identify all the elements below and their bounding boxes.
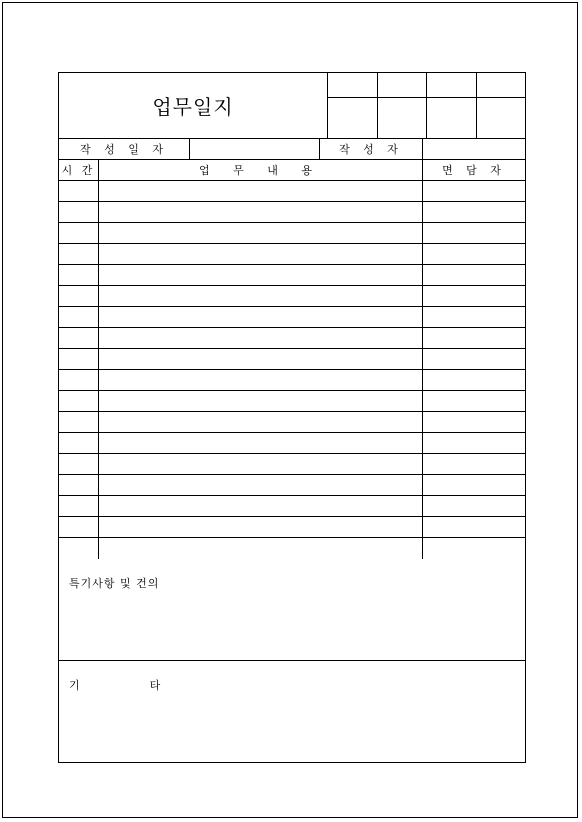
interviewee-cell[interactable] bbox=[423, 517, 525, 537]
date-field[interactable] bbox=[190, 139, 320, 159]
etc-label-1: 기 bbox=[69, 679, 80, 692]
time-cell[interactable] bbox=[59, 349, 99, 369]
time-cell[interactable] bbox=[59, 265, 99, 285]
approval-header-cell[interactable] bbox=[427, 73, 477, 97]
work-cell[interactable] bbox=[99, 307, 423, 327]
interviewee-cell[interactable] bbox=[423, 454, 525, 474]
table-row bbox=[59, 223, 525, 244]
interviewee-cell[interactable] bbox=[423, 349, 525, 369]
work-cell[interactable] bbox=[99, 454, 423, 474]
time-cell[interactable] bbox=[59, 496, 99, 516]
interviewee-cell[interactable] bbox=[423, 181, 525, 201]
title-block bbox=[59, 73, 525, 139]
time-cell[interactable] bbox=[59, 454, 99, 474]
table-row bbox=[59, 286, 525, 307]
table-row bbox=[59, 517, 525, 538]
table-row bbox=[59, 454, 525, 475]
work-cell[interactable] bbox=[99, 286, 423, 306]
table-row bbox=[59, 496, 525, 517]
approval-header-cell[interactable] bbox=[378, 73, 428, 97]
interviewee-cell[interactable] bbox=[423, 328, 525, 348]
date-label: 작 성 일 자 bbox=[59, 139, 190, 159]
interviewee-cell[interactable] bbox=[423, 307, 525, 327]
time-cell[interactable] bbox=[59, 433, 99, 453]
interviewee-cell[interactable] bbox=[423, 202, 525, 222]
table-row bbox=[59, 202, 525, 223]
notes-section[interactable] bbox=[59, 559, 525, 661]
work-cell[interactable] bbox=[99, 391, 423, 411]
work-cell[interactable] bbox=[99, 349, 423, 369]
approval-header-cell[interactable] bbox=[328, 73, 378, 97]
table-row bbox=[59, 307, 525, 328]
approval-sign-cell[interactable] bbox=[328, 98, 378, 138]
time-cell[interactable] bbox=[59, 328, 99, 348]
time-cell[interactable] bbox=[59, 517, 99, 537]
time-cell[interactable] bbox=[59, 307, 99, 327]
work-cell[interactable] bbox=[99, 538, 423, 559]
interviewee-cell[interactable] bbox=[423, 244, 525, 264]
table-row bbox=[59, 370, 525, 391]
work-cell[interactable] bbox=[99, 202, 423, 222]
header-interviewee: 면 담 자 bbox=[442, 164, 506, 177]
time-cell[interactable] bbox=[59, 391, 99, 411]
work-cell[interactable] bbox=[99, 475, 423, 495]
table-row bbox=[59, 412, 525, 433]
work-cell[interactable] bbox=[99, 433, 423, 453]
interviewee-cell[interactable] bbox=[423, 433, 525, 453]
table-body bbox=[59, 181, 525, 559]
etc-label-2: 타 bbox=[149, 679, 161, 692]
interviewee-cell[interactable] bbox=[423, 265, 525, 285]
time-cell[interactable] bbox=[59, 538, 99, 559]
header-time: 시 간 bbox=[59, 160, 99, 180]
interviewee-cell[interactable] bbox=[423, 538, 525, 559]
work-cell[interactable] bbox=[99, 265, 423, 285]
approval-sign-cell[interactable] bbox=[378, 98, 428, 138]
work-log-form bbox=[58, 72, 526, 763]
time-cell[interactable] bbox=[59, 223, 99, 243]
time-cell[interactable] bbox=[59, 412, 99, 432]
work-cell[interactable] bbox=[99, 412, 423, 432]
interviewee-cell[interactable] bbox=[423, 286, 525, 306]
table-row bbox=[59, 244, 525, 265]
table-row bbox=[59, 181, 525, 202]
interviewee-cell[interactable] bbox=[423, 412, 525, 432]
approval-header-cell[interactable] bbox=[477, 73, 526, 97]
interviewee-cell[interactable] bbox=[423, 496, 525, 516]
time-cell[interactable] bbox=[59, 244, 99, 264]
time-cell[interactable] bbox=[59, 181, 99, 201]
header-work: 업 무 내 용 bbox=[99, 160, 423, 180]
table-row bbox=[59, 349, 525, 370]
approval-sign-cell[interactable] bbox=[477, 98, 526, 138]
writer-label: 작 성 자 bbox=[320, 139, 423, 159]
work-cell[interactable] bbox=[99, 496, 423, 516]
time-cell[interactable] bbox=[59, 370, 99, 390]
work-cell[interactable] bbox=[99, 244, 423, 264]
table-row bbox=[59, 391, 525, 412]
notes-label: 특기사항 및 건의 bbox=[69, 577, 160, 590]
work-cell[interactable] bbox=[99, 370, 423, 390]
table-row bbox=[59, 475, 525, 496]
work-cell[interactable] bbox=[99, 328, 423, 348]
approval-box bbox=[328, 73, 525, 138]
meta-row bbox=[59, 139, 525, 160]
table-row bbox=[59, 265, 525, 286]
etc-section[interactable] bbox=[59, 661, 525, 762]
work-cell[interactable] bbox=[99, 181, 423, 201]
table-row bbox=[59, 433, 525, 454]
approval-sign-cell[interactable] bbox=[427, 98, 477, 138]
work-cell[interactable] bbox=[99, 517, 423, 537]
table-header bbox=[59, 160, 525, 181]
writer-field[interactable] bbox=[423, 139, 525, 159]
work-cell[interactable] bbox=[99, 223, 423, 243]
document-title: 업무일지 bbox=[59, 73, 328, 138]
time-cell[interactable] bbox=[59, 286, 99, 306]
interviewee-cell[interactable] bbox=[423, 475, 525, 495]
interviewee-cell[interactable] bbox=[423, 370, 525, 390]
time-cell[interactable] bbox=[59, 202, 99, 222]
table-row bbox=[59, 538, 525, 559]
interviewee-cell[interactable] bbox=[423, 391, 525, 411]
table-row bbox=[59, 328, 525, 349]
time-cell[interactable] bbox=[59, 475, 99, 495]
interviewee-cell[interactable] bbox=[423, 223, 525, 243]
